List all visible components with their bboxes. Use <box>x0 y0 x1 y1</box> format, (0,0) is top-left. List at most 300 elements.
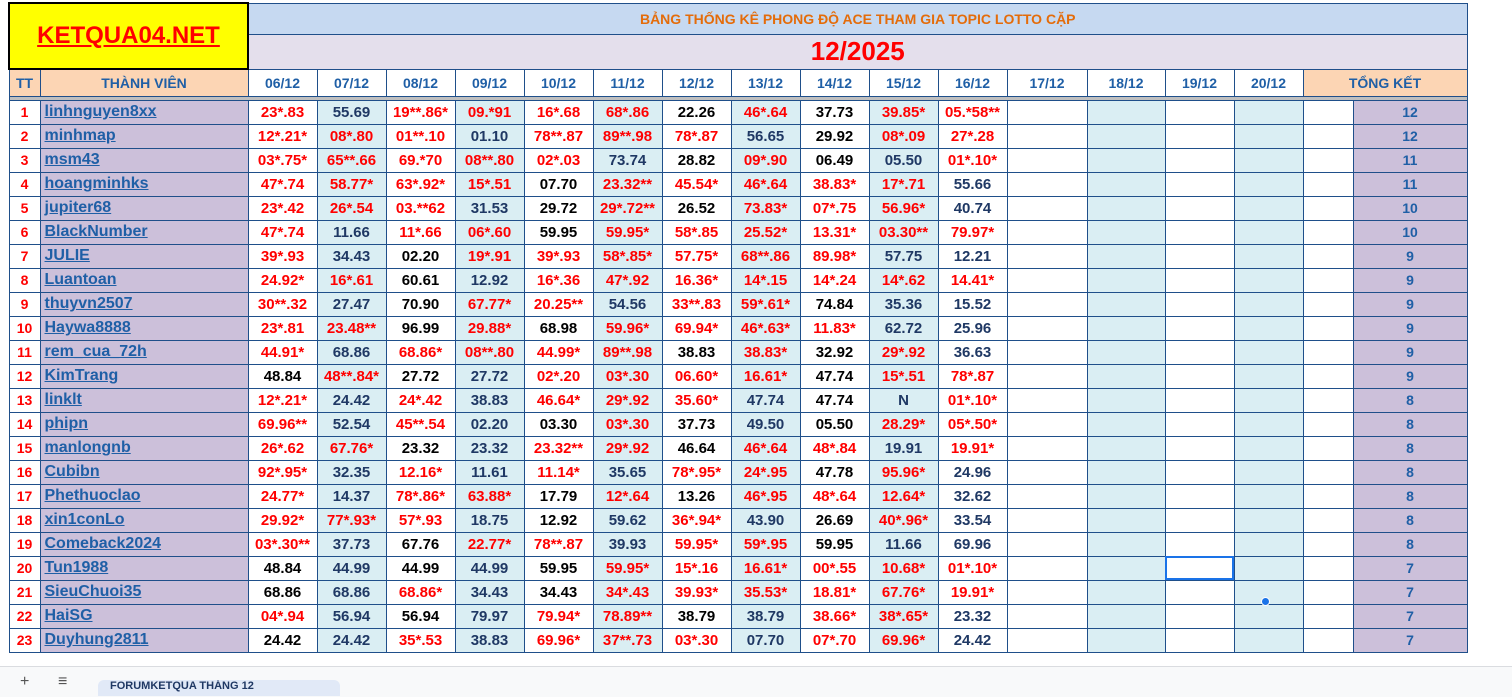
empty-cell[interactable] <box>1165 340 1234 364</box>
date-header[interactable]: 15/12 <box>869 69 938 96</box>
result-cell[interactable]: 78*.87 <box>662 124 731 148</box>
empty-cell[interactable] <box>1234 388 1303 412</box>
result-cell[interactable]: 68*.86 <box>593 100 662 124</box>
result-cell[interactable]: 12.92 <box>524 508 593 532</box>
all-sheets-icon[interactable]: ≡ <box>58 673 68 690</box>
member-link[interactable]: Phethuoclao <box>40 484 248 508</box>
result-cell[interactable]: 44.99* <box>524 340 593 364</box>
result-cell[interactable]: 89.98* <box>800 244 869 268</box>
result-cell[interactable]: 59*.95 <box>731 532 800 556</box>
result-cell[interactable]: 44.99 <box>455 556 524 580</box>
result-cell[interactable]: 34.43 <box>524 580 593 604</box>
empty-cell[interactable] <box>1165 316 1234 340</box>
result-cell[interactable]: 78**.87 <box>524 532 593 556</box>
result-cell[interactable]: 56.94 <box>386 604 455 628</box>
empty-cell[interactable] <box>1087 148 1165 172</box>
empty-cell[interactable] <box>1165 460 1234 484</box>
result-cell[interactable]: 45**.54 <box>386 412 455 436</box>
spacer-cell[interactable] <box>1303 124 1353 148</box>
result-cell[interactable]: 77*.93* <box>317 508 386 532</box>
empty-cell[interactable] <box>1087 436 1165 460</box>
result-cell[interactable]: 07.70 <box>524 172 593 196</box>
result-cell[interactable]: 47.74 <box>800 364 869 388</box>
member-link[interactable]: Haywa8888 <box>40 316 248 340</box>
result-cell[interactable]: 59.62 <box>593 508 662 532</box>
empty-cell[interactable] <box>1234 244 1303 268</box>
result-cell[interactable]: 43.90 <box>731 508 800 532</box>
result-cell[interactable]: 48*.84 <box>800 436 869 460</box>
empty-cell[interactable] <box>1087 244 1165 268</box>
result-cell[interactable]: 12*.21* <box>248 124 317 148</box>
result-cell[interactable]: 14*.24 <box>800 268 869 292</box>
empty-cell[interactable] <box>1007 292 1087 316</box>
total-cell[interactable]: 8 <box>1353 412 1467 436</box>
empty-cell[interactable] <box>1007 580 1087 604</box>
result-cell[interactable]: 74.84 <box>800 292 869 316</box>
empty-cell[interactable] <box>1087 268 1165 292</box>
result-cell[interactable]: 16*.61 <box>317 268 386 292</box>
spacer-cell[interactable] <box>1303 412 1353 436</box>
empty-cell[interactable] <box>1087 172 1165 196</box>
result-cell[interactable]: 06*.60 <box>455 220 524 244</box>
result-cell[interactable]: 16.61* <box>731 364 800 388</box>
result-cell[interactable]: 12.16* <box>386 460 455 484</box>
empty-cell[interactable] <box>1007 628 1087 652</box>
member-link[interactable]: thuyvn2507 <box>40 292 248 316</box>
empty-cell[interactable] <box>1234 364 1303 388</box>
date-header[interactable]: 19/12 <box>1165 69 1234 96</box>
total-cell[interactable]: 9 <box>1353 364 1467 388</box>
result-cell[interactable]: 29.72 <box>524 196 593 220</box>
result-cell[interactable]: 24.77* <box>248 484 317 508</box>
result-cell[interactable]: 59*.61* <box>731 292 800 316</box>
member-link[interactable]: KimTrang <box>40 364 248 388</box>
empty-cell[interactable] <box>1234 148 1303 172</box>
result-cell[interactable]: 62.72 <box>869 316 938 340</box>
result-cell[interactable]: 15.52 <box>938 292 1007 316</box>
empty-cell[interactable] <box>1007 412 1087 436</box>
result-cell[interactable]: 69.*70 <box>386 148 455 172</box>
result-cell[interactable]: 19*.91 <box>455 244 524 268</box>
spacer-cell[interactable] <box>1303 580 1353 604</box>
member-link[interactable]: JULIE <box>40 244 248 268</box>
member-link[interactable]: HaiSG <box>40 604 248 628</box>
empty-cell[interactable] <box>1165 292 1234 316</box>
result-cell[interactable]: 68.98 <box>524 316 593 340</box>
date-header[interactable]: 12/12 <box>662 69 731 96</box>
result-cell[interactable]: 69.96* <box>524 628 593 652</box>
member-link[interactable]: manlongnb <box>40 436 248 460</box>
total-cell[interactable]: 9 <box>1353 316 1467 340</box>
result-cell[interactable]: 29*.72** <box>593 196 662 220</box>
empty-cell[interactable] <box>1087 100 1165 124</box>
result-cell[interactable]: 68.86* <box>386 580 455 604</box>
result-cell[interactable]: 69.96** <box>248 412 317 436</box>
empty-cell[interactable] <box>1007 316 1087 340</box>
member-link[interactable]: hoangminhks <box>40 172 248 196</box>
spacer-cell[interactable] <box>1303 100 1353 124</box>
date-header[interactable]: 08/12 <box>386 69 455 96</box>
result-cell[interactable]: 25.96 <box>938 316 1007 340</box>
result-cell[interactable]: 06.49 <box>800 148 869 172</box>
date-header[interactable]: 16/12 <box>938 69 1007 96</box>
empty-cell[interactable] <box>1165 628 1234 652</box>
result-cell[interactable]: 40*.96* <box>869 508 938 532</box>
result-cell[interactable]: 52.54 <box>317 412 386 436</box>
total-header[interactable]: TỔNG KẾT <box>1303 69 1467 96</box>
result-cell[interactable]: 34*.43 <box>593 580 662 604</box>
result-cell[interactable]: 38.79 <box>731 604 800 628</box>
member-link[interactable]: phipn <box>40 412 248 436</box>
empty-cell[interactable] <box>1165 436 1234 460</box>
result-cell[interactable]: 30**.32 <box>248 292 317 316</box>
result-cell[interactable]: 32.92 <box>800 340 869 364</box>
spacer-cell[interactable] <box>1303 436 1353 460</box>
empty-cell[interactable] <box>1007 436 1087 460</box>
result-cell[interactable]: 05.50 <box>800 412 869 436</box>
result-cell[interactable]: 46*.64 <box>731 172 800 196</box>
result-cell[interactable]: 48**.84* <box>317 364 386 388</box>
empty-cell[interactable] <box>1234 292 1303 316</box>
result-cell[interactable]: 18.75 <box>455 508 524 532</box>
result-cell[interactable]: 19.91* <box>938 580 1007 604</box>
result-cell[interactable]: 46*.64 <box>731 100 800 124</box>
result-cell[interactable]: 29.88* <box>455 316 524 340</box>
spacer-cell[interactable] <box>1303 172 1353 196</box>
empty-cell[interactable] <box>1234 628 1303 652</box>
result-cell[interactable]: 38.83 <box>455 628 524 652</box>
result-cell[interactable]: 29*.92 <box>593 436 662 460</box>
result-cell[interactable]: 59.95 <box>524 556 593 580</box>
result-cell[interactable]: 59.95 <box>524 220 593 244</box>
result-cell[interactable]: 08**.80 <box>455 340 524 364</box>
result-cell[interactable]: 56.65 <box>731 124 800 148</box>
total-cell[interactable]: 10 <box>1353 220 1467 244</box>
result-cell[interactable]: 58*.85 <box>662 220 731 244</box>
result-cell[interactable]: 26*.62 <box>248 436 317 460</box>
empty-cell[interactable] <box>1165 532 1234 556</box>
result-cell[interactable]: 14.41* <box>938 268 1007 292</box>
result-cell[interactable]: 54.56 <box>593 292 662 316</box>
result-cell[interactable]: 07*.75 <box>800 196 869 220</box>
empty-cell[interactable] <box>1234 532 1303 556</box>
empty-cell[interactable] <box>1234 268 1303 292</box>
member-link[interactable]: minhmap <box>40 124 248 148</box>
result-cell[interactable]: 09.*91 <box>455 100 524 124</box>
total-cell[interactable]: 10 <box>1353 196 1467 220</box>
result-cell[interactable]: 89**.98 <box>593 340 662 364</box>
empty-cell[interactable] <box>1234 460 1303 484</box>
result-cell[interactable]: 57*.93 <box>386 508 455 532</box>
empty-cell[interactable] <box>1165 172 1234 196</box>
result-cell[interactable]: 37.73 <box>317 532 386 556</box>
result-cell[interactable]: 59.96* <box>593 316 662 340</box>
result-cell[interactable]: 23.48** <box>317 316 386 340</box>
result-cell[interactable]: 46*.95 <box>731 484 800 508</box>
result-cell[interactable]: 57.75 <box>869 244 938 268</box>
add-sheet-icon[interactable]: + <box>20 673 30 690</box>
result-cell[interactable]: 79.97 <box>455 604 524 628</box>
empty-cell[interactable] <box>1165 220 1234 244</box>
empty-cell[interactable] <box>1007 124 1087 148</box>
result-cell[interactable]: 15*.51 <box>869 364 938 388</box>
spacer-cell[interactable] <box>1303 364 1353 388</box>
result-cell[interactable]: 23.32 <box>386 436 455 460</box>
empty-cell[interactable] <box>1234 196 1303 220</box>
date-header[interactable]: 07/12 <box>317 69 386 96</box>
result-cell[interactable]: 07*.70 <box>800 628 869 652</box>
result-cell[interactable]: 35.53* <box>731 580 800 604</box>
result-cell[interactable]: 28.82 <box>662 148 731 172</box>
total-cell[interactable]: 7 <box>1353 556 1467 580</box>
result-cell[interactable]: 04*.94 <box>248 604 317 628</box>
result-cell[interactable]: 47*.74 <box>248 220 317 244</box>
result-cell[interactable]: 34.43 <box>317 244 386 268</box>
result-cell[interactable]: 19**.86* <box>386 100 455 124</box>
empty-cell[interactable] <box>1087 316 1165 340</box>
result-cell[interactable]: 24.96 <box>938 460 1007 484</box>
empty-cell[interactable] <box>1087 364 1165 388</box>
result-cell[interactable]: 59.95* <box>662 532 731 556</box>
spacer-cell[interactable] <box>1303 244 1353 268</box>
result-cell[interactable]: 26.69 <box>800 508 869 532</box>
empty-cell[interactable] <box>1165 484 1234 508</box>
result-cell[interactable]: 19.91 <box>869 436 938 460</box>
result-cell[interactable]: 47.74 <box>800 388 869 412</box>
result-cell[interactable]: 56.96* <box>869 196 938 220</box>
result-cell[interactable]: 47*.92 <box>593 268 662 292</box>
result-cell[interactable]: 37**.73 <box>593 628 662 652</box>
result-cell[interactable]: 06.60* <box>662 364 731 388</box>
result-cell[interactable]: 63.88* <box>455 484 524 508</box>
total-cell[interactable]: 11 <box>1353 172 1467 196</box>
total-cell[interactable]: 8 <box>1353 436 1467 460</box>
result-cell[interactable]: 38.83 <box>662 340 731 364</box>
date-header[interactable]: 11/12 <box>593 69 662 96</box>
result-cell[interactable]: 48.84 <box>248 364 317 388</box>
spacer-cell[interactable] <box>1303 556 1353 580</box>
result-cell[interactable]: 09*.90 <box>731 148 800 172</box>
result-cell[interactable]: 38.83* <box>800 172 869 196</box>
total-cell[interactable]: 8 <box>1353 460 1467 484</box>
result-cell[interactable]: 29.92 <box>800 124 869 148</box>
total-cell[interactable]: 11 <box>1353 148 1467 172</box>
spacer-cell[interactable] <box>1303 604 1353 628</box>
date-header[interactable]: 06/12 <box>248 69 317 96</box>
empty-cell[interactable] <box>1165 412 1234 436</box>
result-cell[interactable]: 16*.36 <box>524 268 593 292</box>
total-cell[interactable]: 12 <box>1353 124 1467 148</box>
result-cell[interactable]: 68.86 <box>317 340 386 364</box>
member-link[interactable]: BlackNumber <box>40 220 248 244</box>
result-cell[interactable]: 35.65 <box>593 460 662 484</box>
result-cell[interactable]: N <box>869 388 938 412</box>
result-cell[interactable]: 03*.30 <box>593 364 662 388</box>
result-cell[interactable]: 96.99 <box>386 316 455 340</box>
empty-cell[interactable] <box>1087 508 1165 532</box>
result-cell[interactable]: 44.99 <box>317 556 386 580</box>
empty-cell[interactable] <box>1234 220 1303 244</box>
empty-cell[interactable] <box>1087 604 1165 628</box>
member-link[interactable]: Tun1988 <box>40 556 248 580</box>
empty-cell[interactable] <box>1234 556 1303 580</box>
result-cell[interactable]: 01*.10* <box>938 388 1007 412</box>
result-cell[interactable]: 27*.28 <box>938 124 1007 148</box>
result-cell[interactable]: 59.95* <box>593 220 662 244</box>
result-cell[interactable]: 26*.54 <box>317 196 386 220</box>
result-cell[interactable]: 58*.85* <box>593 244 662 268</box>
empty-cell[interactable] <box>1007 388 1087 412</box>
result-cell[interactable]: 38*.65* <box>869 604 938 628</box>
empty-cell[interactable] <box>1007 244 1087 268</box>
member-link[interactable]: Comeback2024 <box>40 532 248 556</box>
result-cell[interactable]: 78*.95* <box>662 460 731 484</box>
result-cell[interactable]: 73.83* <box>731 196 800 220</box>
empty-cell[interactable] <box>1234 100 1303 124</box>
result-cell[interactable]: 32.35 <box>317 460 386 484</box>
empty-cell[interactable] <box>1007 556 1087 580</box>
total-cell[interactable]: 8 <box>1353 508 1467 532</box>
result-cell[interactable]: 69.96 <box>938 532 1007 556</box>
empty-cell[interactable] <box>1087 628 1165 652</box>
result-cell[interactable]: 00*.55 <box>800 556 869 580</box>
result-cell[interactable]: 23*.81 <box>248 316 317 340</box>
result-cell[interactable]: 48.84 <box>248 556 317 580</box>
result-cell[interactable]: 68.86 <box>317 580 386 604</box>
result-cell[interactable]: 89**.98 <box>593 124 662 148</box>
result-cell[interactable]: 63*.92* <box>386 172 455 196</box>
result-cell[interactable]: 22.26 <box>662 100 731 124</box>
result-cell[interactable]: 11.66 <box>317 220 386 244</box>
date-header[interactable]: 10/12 <box>524 69 593 96</box>
result-cell[interactable]: 27.72 <box>455 364 524 388</box>
empty-cell[interactable] <box>1165 100 1234 124</box>
total-cell[interactable]: 9 <box>1353 244 1467 268</box>
result-cell[interactable]: 23.32 <box>938 604 1007 628</box>
result-cell[interactable]: 78*.87 <box>938 364 1007 388</box>
result-cell[interactable]: 23.32 <box>455 436 524 460</box>
empty-cell[interactable] <box>1234 484 1303 508</box>
result-cell[interactable]: 46.64* <box>524 388 593 412</box>
result-cell[interactable]: 35*.53 <box>386 628 455 652</box>
empty-cell[interactable] <box>1234 124 1303 148</box>
empty-cell[interactable] <box>1087 220 1165 244</box>
member-link[interactable]: jupiter68 <box>40 196 248 220</box>
result-cell[interactable]: 03.**62 <box>386 196 455 220</box>
total-cell[interactable]: 9 <box>1353 292 1467 316</box>
empty-cell[interactable] <box>1165 556 1234 580</box>
result-cell[interactable]: 67.77* <box>455 292 524 316</box>
result-cell[interactable]: 47.74 <box>731 388 800 412</box>
empty-cell[interactable] <box>1165 508 1234 532</box>
empty-cell[interactable] <box>1087 124 1165 148</box>
result-cell[interactable]: 23.32** <box>593 172 662 196</box>
result-cell[interactable]: 36*.94* <box>662 508 731 532</box>
result-cell[interactable]: 29*.92 <box>593 388 662 412</box>
empty-cell[interactable] <box>1165 364 1234 388</box>
result-cell[interactable]: 05.50 <box>869 148 938 172</box>
result-cell[interactable]: 08*.80 <box>317 124 386 148</box>
spacer-cell[interactable] <box>1303 220 1353 244</box>
result-cell[interactable]: 78*.86* <box>386 484 455 508</box>
empty-cell[interactable] <box>1007 484 1087 508</box>
result-cell[interactable]: 29*.92 <box>869 340 938 364</box>
result-cell[interactable]: 57.75* <box>662 244 731 268</box>
result-cell[interactable]: 16*.68 <box>524 100 593 124</box>
spacer-cell[interactable] <box>1303 508 1353 532</box>
result-cell[interactable]: 49.50 <box>731 412 800 436</box>
result-cell[interactable]: 45.54* <box>662 172 731 196</box>
result-cell[interactable]: 65**.66 <box>317 148 386 172</box>
total-cell[interactable]: 8 <box>1353 388 1467 412</box>
empty-cell[interactable] <box>1165 388 1234 412</box>
result-cell[interactable]: 03*.30 <box>662 628 731 652</box>
empty-cell[interactable] <box>1087 388 1165 412</box>
result-cell[interactable]: 02*.03 <box>524 148 593 172</box>
empty-cell[interactable] <box>1087 196 1165 220</box>
result-cell[interactable]: 03.30** <box>869 220 938 244</box>
spacer-cell[interactable] <box>1303 196 1353 220</box>
result-cell[interactable]: 67.76 <box>386 532 455 556</box>
empty-cell[interactable] <box>1165 124 1234 148</box>
result-cell[interactable]: 23*.42 <box>248 196 317 220</box>
result-cell[interactable]: 03*.75* <box>248 148 317 172</box>
result-cell[interactable]: 11.83* <box>800 316 869 340</box>
result-cell[interactable]: 67.76* <box>317 436 386 460</box>
result-cell[interactable]: 11.66 <box>869 532 938 556</box>
member-link[interactable]: Luantoan <box>40 268 248 292</box>
result-cell[interactable]: 95.96* <box>869 460 938 484</box>
result-cell[interactable]: 31.53 <box>455 196 524 220</box>
empty-cell[interactable] <box>1087 580 1165 604</box>
result-cell[interactable]: 24.42 <box>317 628 386 652</box>
result-cell[interactable]: 69.96* <box>869 628 938 652</box>
result-cell[interactable]: 11.61 <box>455 460 524 484</box>
empty-cell[interactable] <box>1007 364 1087 388</box>
result-cell[interactable]: 10.68* <box>869 556 938 580</box>
empty-cell[interactable] <box>1165 268 1234 292</box>
result-cell[interactable]: 38.66* <box>800 604 869 628</box>
result-cell[interactable]: 16.36* <box>662 268 731 292</box>
empty-cell[interactable] <box>1007 220 1087 244</box>
result-cell[interactable]: 78**.87 <box>524 124 593 148</box>
result-cell[interactable]: 02.20 <box>455 412 524 436</box>
result-cell[interactable]: 24*.95 <box>731 460 800 484</box>
result-cell[interactable]: 32.62 <box>938 484 1007 508</box>
result-cell[interactable]: 38.83* <box>731 340 800 364</box>
result-cell[interactable]: 79.97* <box>938 220 1007 244</box>
result-cell[interactable]: 01*.10* <box>938 148 1007 172</box>
total-cell[interactable]: 9 <box>1353 268 1467 292</box>
spacer-cell[interactable] <box>1303 532 1353 556</box>
empty-cell[interactable] <box>1087 556 1165 580</box>
result-cell[interactable]: 14*.62 <box>869 268 938 292</box>
result-cell[interactable]: 14*.15 <box>731 268 800 292</box>
empty-cell[interactable] <box>1007 196 1087 220</box>
empty-cell[interactable] <box>1234 508 1303 532</box>
result-cell[interactable]: 56.94 <box>317 604 386 628</box>
spacer-cell[interactable] <box>1303 628 1353 652</box>
date-header[interactable]: 20/12 <box>1234 69 1303 96</box>
result-cell[interactable]: 15*.16 <box>662 556 731 580</box>
result-cell[interactable]: 08**.80 <box>455 148 524 172</box>
member-link[interactable]: xin1conLo <box>40 508 248 532</box>
spacer-cell[interactable] <box>1303 484 1353 508</box>
empty-cell[interactable] <box>1234 436 1303 460</box>
empty-cell[interactable] <box>1007 148 1087 172</box>
empty-cell[interactable] <box>1007 604 1087 628</box>
result-cell[interactable]: 40.74 <box>938 196 1007 220</box>
